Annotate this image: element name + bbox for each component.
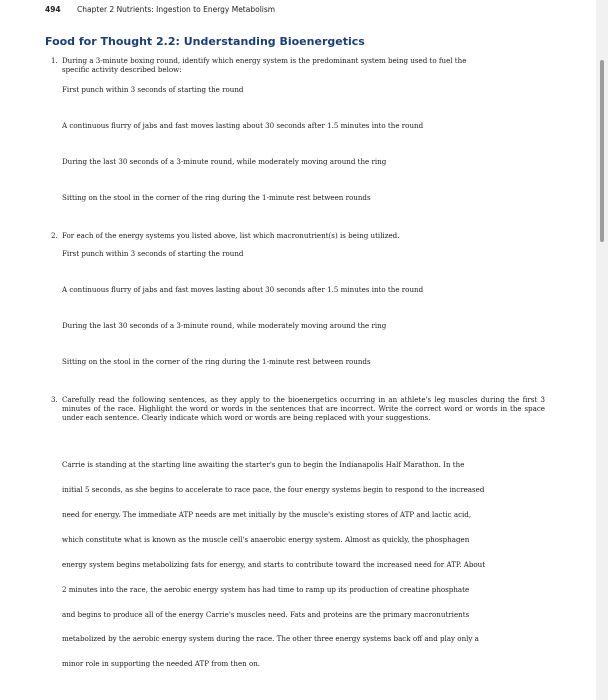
passage-line: energy system begins metabolizing fats for energy, and starts to contribute toward the increased need for ATP. About [62,560,486,569]
passage-line: need for energy. The immediate ATP needs are met initially by the muscle's existing stores of ATP and lactic acid, [62,510,472,519]
passage-line: 2 minutes into the race, the aerobic energy system has had time to ramp up its production of creatine phosphate [62,585,470,594]
question-2-item: A continuous flurry of jabs and fast moves lasting about 30 seconds after 1.5 minutes into the round [62,285,424,294]
question-1-item: Sitting on the stool in the corner of the ring during the 1-minute rest between rounds [62,193,371,202]
chapter-title: Chapter 2 Nutrients: Ingestion to Energy Metabolism [77,5,276,14]
question-1-prompt-line-1: During a 3-minute boxing round, identify which energy system is the predominant system being used to fuel the [62,56,467,65]
passage-line: Carrie is standing at the starting line awaiting the starter's gun to begin the Indianapolis Half Marathon. In the [62,460,465,469]
vertical-scrollbar[interactable] [596,0,608,700]
passage-line: which constitute what is known as the muscle cell's anaerobic energy system. Almost as quickly, the phosphagen [62,535,470,544]
question-1-number: 1. [51,56,58,65]
scrollbar-thumb[interactable] [600,60,604,242]
question-2-number: 2. [51,231,58,240]
question-3-number: 3. [51,395,58,404]
question-1-prompt-line-2: specific activity described below: [62,65,182,74]
section-title: Food for Thought 2.2: Understanding Bioenergetics [45,35,365,48]
passage-line: initial 5 seconds, as she begins to accelerate to race pace, the four energy systems begin to respond to the increased [62,485,485,494]
page-number: 494 [45,5,61,14]
passage-line: metabolized by the aerobic energy system during the race. The other three energy systems back off and play only a [62,634,479,643]
question-1-item: A continuous flurry of jabs and fast moves lasting about 30 seconds after 1.5 minutes into the round [62,121,424,130]
passage-line: and begins to produce all of the energy Carrie's muscles need. Fats and proteins are the primary macronutrients [62,610,470,619]
question-2-item: During the last 30 seconds of a 3-minute round, while moderately moving around the ring [62,321,387,330]
page-header [45,5,275,14]
question-1-item: First punch within 3 seconds of starting the round [62,85,244,94]
question-2-item: First punch within 3 seconds of starting the round [62,249,244,258]
question-2-item: Sitting on the stool in the corner of the ring during the 1-minute rest between rounds [62,357,371,366]
question-3-prompt: Carefully read the following sentences, as they apply to the bioenergetics occurring in an athlete's leg muscles during the first 3 minutes of the race. Highlight the word or words in the sentences that are incorrect. Write the correct word or words in the space under each sentence. Clearly indicate which word or words are being replaced with your suggestions. [62,395,545,423]
passage-line: minor role in supporting the needed ATP from then on. [62,659,261,668]
question-2-prompt: For each of the energy systems you listed above, list which macronutrient(s) is being utilized. [62,231,400,240]
question-1-item: During the last 30 seconds of a 3-minute round, while moderately moving around the ring [62,157,387,166]
